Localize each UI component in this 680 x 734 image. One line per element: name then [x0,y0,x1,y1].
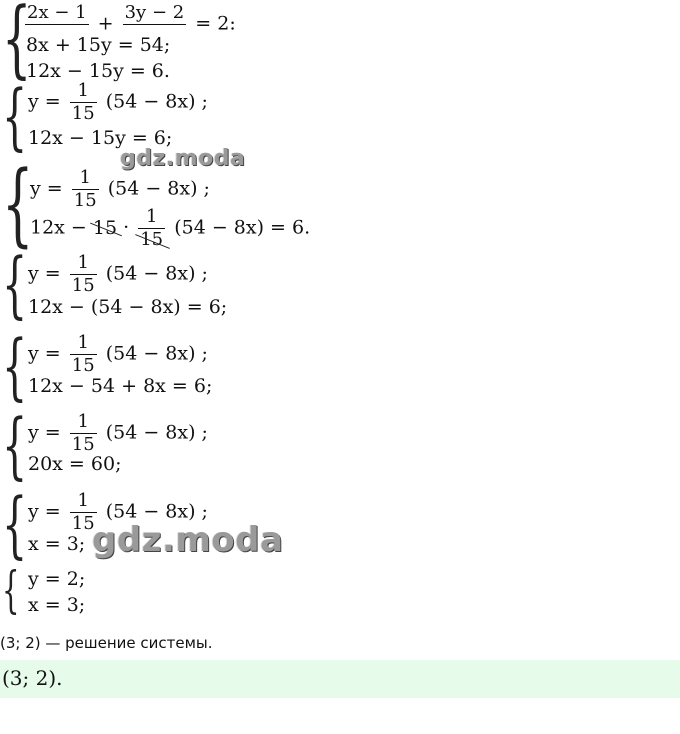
s3-row1: y = $\frac{1}{15}$ (54 − 8x) ; [30,167,210,211]
s2-row1: y = $\frac{1}{15}$ (54 − 8x) ; [28,80,208,124]
s1-row3: 12x − 15y = 6. [26,60,170,82]
answer-box [0,660,680,698]
brace-1: { [2,0,32,87]
s8-row1: y = 2; [28,568,86,590]
answer-text: (3; 2). [2,666,63,690]
brace-8: { [2,561,20,619]
s2-row2: 12x − 15y = 6; [28,127,173,149]
s7-row1: y = $\frac{1}{15}$ (54 − 8x) ; [28,490,208,534]
watermark-2: gdz.moda [92,520,284,560]
s4-row1: y = $\frac{1}{15}$ (54 − 8x) ; [28,252,208,296]
s5-row2: 12x − 54 + 8x = 6; [28,375,213,397]
s7-row2: x = 3; [28,533,86,555]
s6-row1: y = $\frac{1}{15}$ (54 − 8x) ; [28,411,208,455]
watermark-1: gdz.moda [120,146,246,171]
brace-2: { [2,74,28,158]
s1-row2: 8x + 15y = 54; [26,34,171,56]
brace-5: { [2,324,28,408]
s4-row2: 12x − (54 − 8x) = 6; [28,296,228,318]
brace-4: { [2,242,28,326]
brace-7: { [2,482,28,566]
s3-row2: 12x − 15 · $\frac{1}{15}$ (54 − 8x) = 6. [30,206,311,250]
brace-6: { [2,403,28,487]
s5-row1: y = $\frac{1}{15}$ (54 − 8x) ; [28,332,208,376]
brace-3: { [2,152,34,257]
s8-row2: x = 3; [28,594,86,616]
solution-caption: (3; 2) — решение системы. [0,634,213,652]
s6-row2: 20x = 60; [28,453,122,475]
s1-row1: 2x − 1 + 3y − 2 = 2: [27,2,236,35]
